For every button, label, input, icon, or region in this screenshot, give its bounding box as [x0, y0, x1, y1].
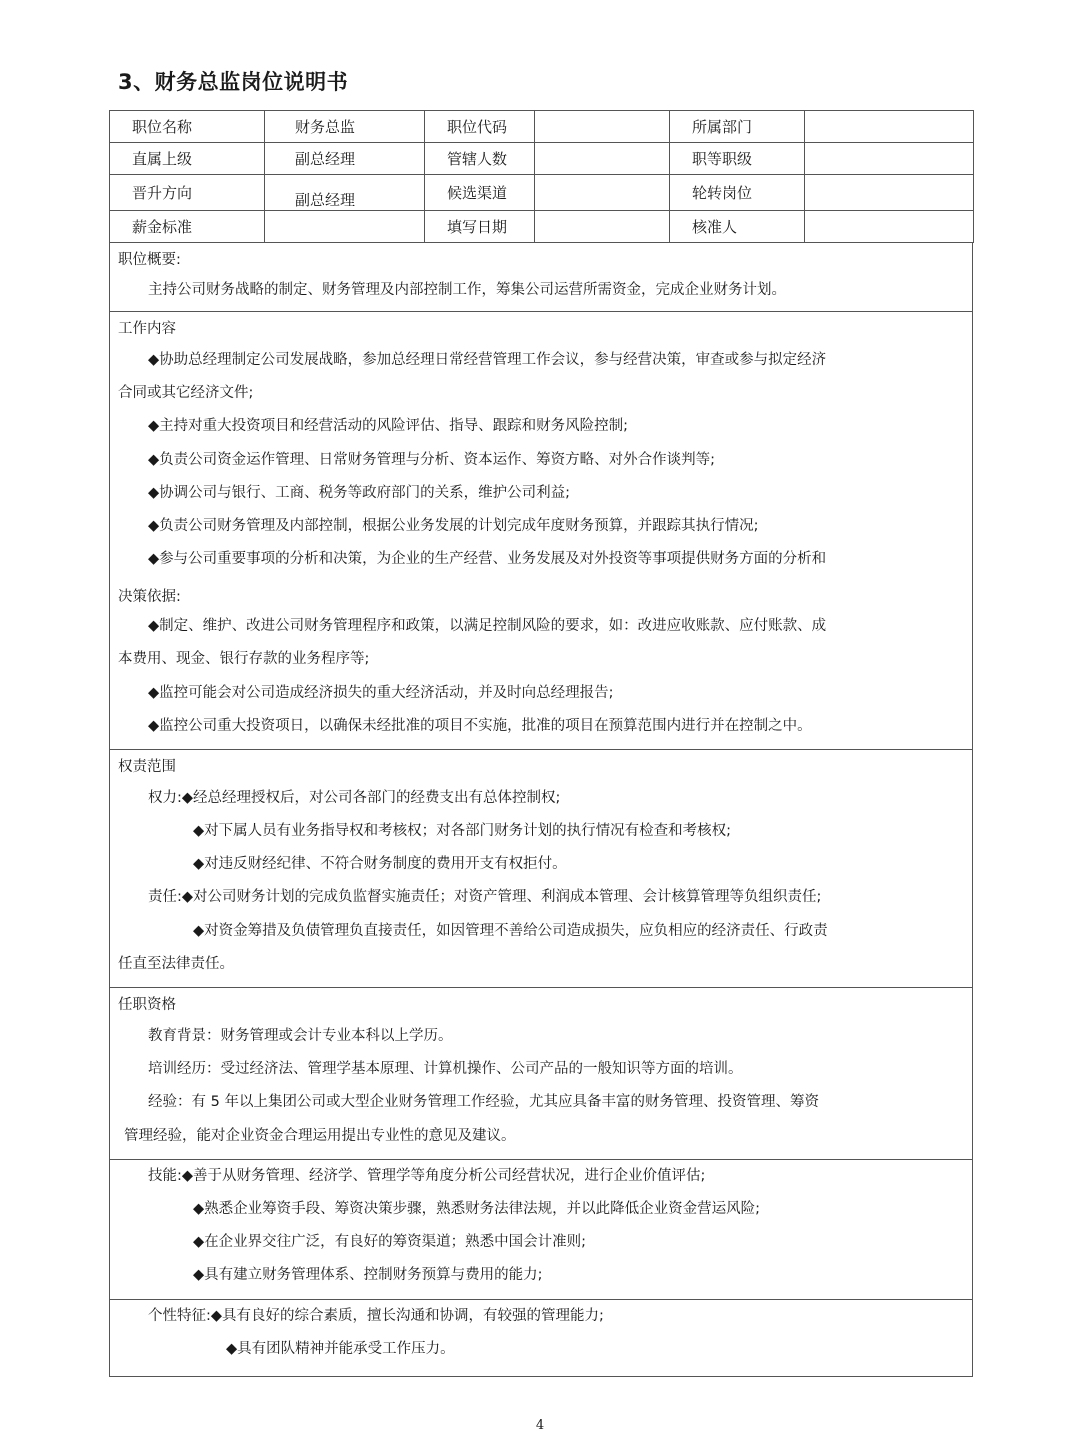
- list-item: ◆协助总经理制定公司发展战略，参加总经理日常经营管理工作会议，参与经营决策，审查或参与拟定经济: [148, 352, 827, 368]
- page-number: 4: [535, 1418, 545, 1433]
- list-item: ◆对下属人员有业务指导权和考核权；对各部门财务计划的执行情况有检查和考核权;: [193, 823, 732, 840]
- value-position-code: [535, 111, 670, 143]
- list-item: ◆具有团队精神并能承受工作压力。: [226, 1340, 455, 1357]
- work-experience-cont: 管理经验，能对企业资金合理运用提出专业性的意见及建议。: [124, 1127, 516, 1144]
- label-approver: 核准人: [670, 211, 805, 243]
- label-fill-date: 填写日期: [425, 211, 535, 243]
- list-item: ◆对资金筹措及负债管理负直接责任，如因管理不善给公司造成损失，应负相应的经济责任、行政责: [193, 922, 828, 939]
- table-row: [110, 175, 974, 211]
- list-item: ◆主持对重大投资项目和经营活动的风险评估、指导、跟踪和财务风险控制;: [148, 418, 629, 435]
- work-content-section: [109, 312, 973, 750]
- value-promotion-path: 副总经理: [265, 175, 425, 211]
- label-position-name: 职位名称: [110, 111, 265, 143]
- label-candidate-channel: 候选渠道: [425, 175, 535, 211]
- list-item: ◆具有良好的综合素质，擅长沟通和协调，有较强的管理能力;: [210, 1307, 604, 1324]
- training-experience: 培训经历：受过经济法、管理学基本原理、计算机操作、公司产品的一般知识等方面的培训。: [148, 1061, 743, 1078]
- list-item: ◆制定、维护、改进公司财务管理程序和政策，以满足控制风险的要求，如：改进应收账款、应付账款、成: [148, 618, 827, 635]
- authority-heading: 权责范围: [118, 758, 176, 775]
- label-direct-superior: 直属上级: [110, 143, 265, 175]
- label-position-code: 职位代码: [425, 111, 535, 143]
- label-department: 所属部门: [670, 111, 805, 143]
- personality-row: [118, 1300, 964, 1333]
- skills-row: [118, 1160, 964, 1193]
- value-headcount: [535, 143, 670, 175]
- value-candidate-channel: [535, 175, 670, 211]
- position-info-table: [109, 110, 974, 243]
- table-row: [110, 111, 974, 143]
- personality-section: [109, 1300, 973, 1377]
- label-rotation-post: 轮转岗位: [670, 175, 805, 211]
- value-fill-date: [535, 211, 670, 243]
- skills-section: [109, 1160, 973, 1300]
- value-rotation-post: [805, 175, 974, 211]
- table-row: [110, 143, 974, 175]
- list-item: ◆参与公司重要事项的分析和决策，为企业的生产经营、业务发展及对外投资等事项提供财务方面的分析和: [148, 551, 827, 568]
- qualification-heading: 任职资格: [118, 997, 176, 1013]
- work-experience: 经验：有 5 年以上集团公司或大型企业财务管理工作经验，尤其应具备丰富的财务管理、投资管理、筹资: [148, 1094, 819, 1111]
- personality-label: 个性特征:: [148, 1307, 211, 1324]
- authority-section: [109, 750, 973, 988]
- list-item: ◆善于从财务管理、经济学、管理学等角度分析公司经营状况，进行企业价值评估;: [181, 1167, 706, 1184]
- skills-label: 技能:: [148, 1167, 182, 1184]
- list-item: ◆对违反财经纪律、不符合财务制度的费用开支有权拒付。: [193, 856, 567, 873]
- summary-heading: 职位概要:: [118, 252, 181, 268]
- value-approver: [805, 211, 974, 243]
- label-grade-level: 职等职级: [670, 143, 805, 175]
- list-item: 任直至法律责任。: [118, 955, 234, 972]
- label-headcount: 管辖人数: [425, 143, 535, 175]
- label-salary-standard: 薪金标准: [110, 211, 265, 243]
- qualification-section: [109, 988, 973, 1160]
- list-item: 本费用、现金、银行存款的业务程序等;: [118, 651, 370, 668]
- list-item: ◆在企业界交往广泛，有良好的筹资渠道；熟悉中国会计准则;: [193, 1234, 587, 1251]
- value-salary-standard: [265, 211, 425, 243]
- list-item: 合同或其它经济文件;: [118, 385, 254, 402]
- summary-text: 主持公司财务战略的制定、财务管理及内部控制工作，筹集公司运营所需资金，完成企业财务计划。: [148, 282, 786, 298]
- list-item: ◆熟悉企业筹资手段、筹资决策步骤，熟悉财务法律法规，并以此降低企业资金营运风险;: [193, 1200, 761, 1217]
- list-item: 决策依据:: [118, 589, 181, 606]
- label-promotion-path: 晋升方向: [110, 175, 265, 211]
- document-title: 3、财务总监岗位说明书: [118, 70, 349, 94]
- duty-label: 责任:: [148, 889, 182, 906]
- list-item: ◆负责公司财务管理及内部控制，根据公业务发展的计划完成年度财务预算，并跟踪其执行情况;: [148, 517, 759, 534]
- list-item: ◆负责公司资金运作管理、日常财务管理与分析、资本运作、筹资方略、对外合作谈判等;: [148, 451, 716, 468]
- list-item: ◆监控公司重大投资项日，以确保未经批准的项目不实施，批准的项目在预算范围内进行并在控制之中。: [148, 717, 812, 734]
- list-item: ◆对公司财务计划的完成负监督实施责任；对资产管理、利润成本管理、会计核算管理等负组织责任;: [181, 889, 822, 906]
- list-item: ◆监控可能会对公司造成经济损失的重大经济活动，并及时向总经理报告;: [148, 684, 614, 701]
- education-background: 教育背景：财务管理或会计专业本科以上学历。: [148, 1028, 453, 1044]
- table-row: [110, 211, 974, 243]
- list-item: ◆经总经理授权后，对公司各部门的经费支出有总体控制权;: [181, 789, 561, 806]
- power-row: [118, 782, 964, 815]
- power-label: 权力:: [148, 789, 182, 806]
- value-direct-superior: 副总经理: [265, 143, 425, 175]
- work-heading: 工作内容: [118, 321, 176, 337]
- list-item: ◆具有建立财务管理体系、控制财务预算与费用的能力;: [193, 1267, 543, 1284]
- value-position-name: 财务总监: [265, 111, 425, 143]
- value-department: [805, 111, 974, 143]
- duty-row: [118, 881, 964, 914]
- list-item: ◆协调公司与银行、工商、税务等政府部门的关系，维护公司利益;: [148, 484, 571, 501]
- summary-section: [109, 243, 973, 312]
- job-description-form: [109, 110, 973, 1377]
- value-grade-level: [805, 143, 974, 175]
